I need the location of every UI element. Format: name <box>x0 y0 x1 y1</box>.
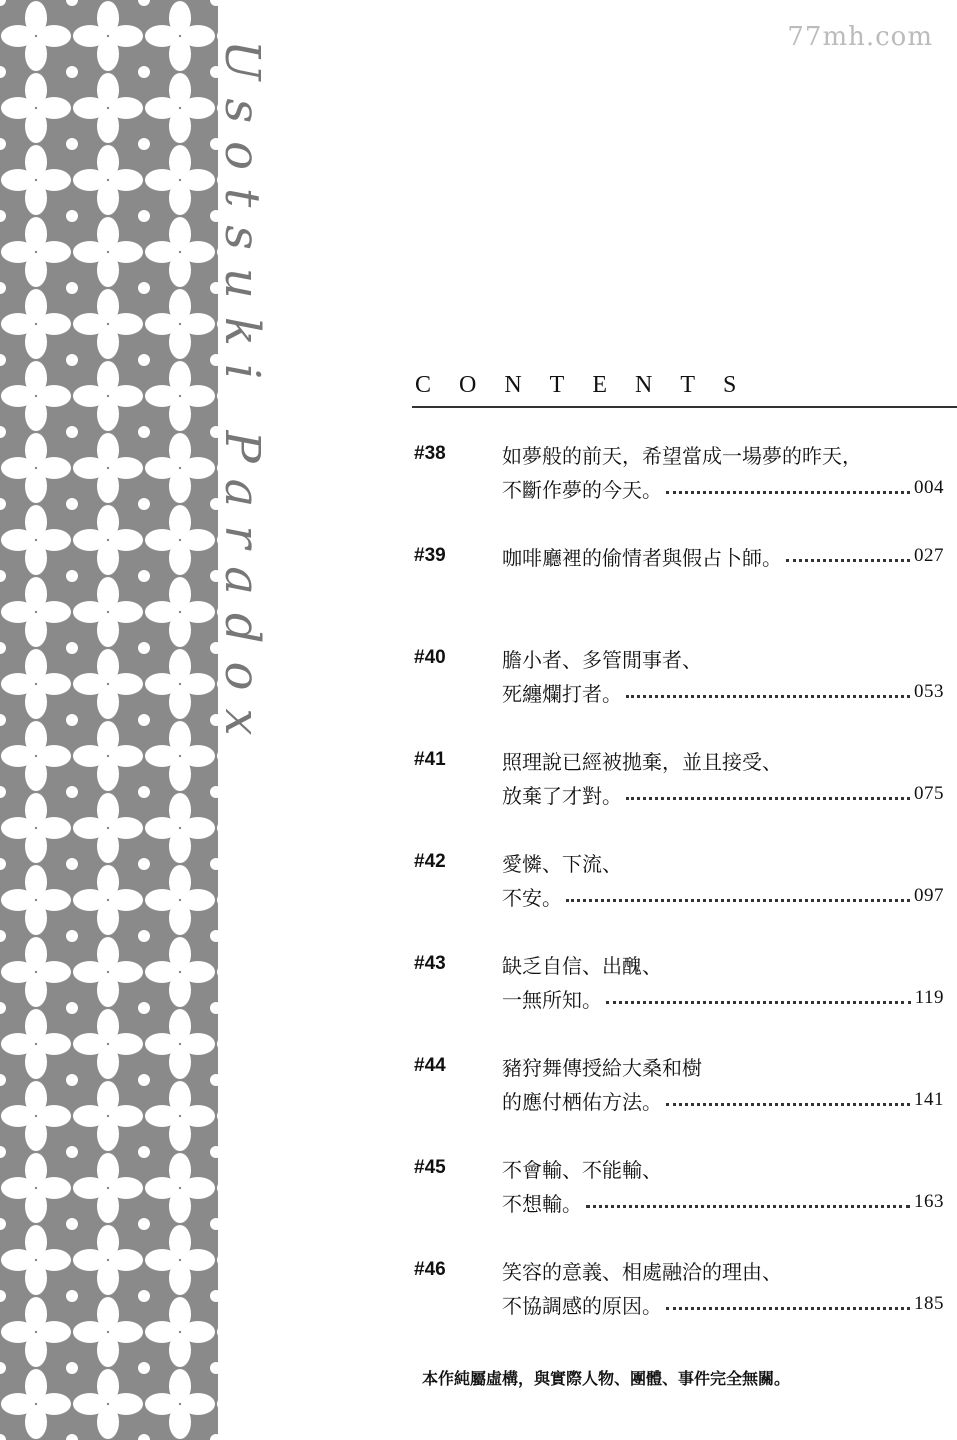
site-watermark: 77mh.com <box>787 22 933 52</box>
disclaimer-footnote: 本作純屬虛構，與實際人物、團體、事件完全無關。 <box>422 1369 791 1388</box>
toc-entry <box>414 851 944 953</box>
page-number: 163 <box>914 1191 944 1212</box>
chapter-title-line <box>502 643 944 673</box>
chapter-title-line <box>502 1255 944 1285</box>
dot-leader <box>666 491 910 494</box>
toc-entry <box>414 1055 944 1157</box>
chapter-title-line <box>502 745 944 775</box>
chapter-number: #44 <box>414 1055 446 1076</box>
page-number: 027 <box>914 545 944 566</box>
toc-entry <box>414 443 944 545</box>
chapter-title-line <box>502 1153 944 1183</box>
chapter-title-line <box>502 983 944 1013</box>
series-title-vertical <box>212 40 272 880</box>
page-number: 119 <box>914 987 944 1008</box>
chapter-title-text: 不會輸、不能輸、 <box>502 1157 662 1182</box>
toc-entry <box>414 1259 944 1361</box>
chapter-title-line <box>502 1187 944 1217</box>
dot-leader <box>566 899 910 902</box>
chapter-title-line <box>502 473 944 503</box>
contents-divider <box>412 406 957 408</box>
chapter-number: #43 <box>414 953 446 974</box>
chapter-number: #40 <box>414 647 446 668</box>
quatrefoil-pattern <box>0 0 218 1440</box>
chapter-title-line <box>502 439 944 469</box>
chapter-number: #42 <box>414 851 446 872</box>
chapter-title-text: 照理說已經被拋棄，並且接受、 <box>502 749 782 774</box>
chapter-title-line <box>502 949 944 979</box>
chapter-title-text: 不安。 <box>502 885 562 910</box>
page-number: 141 <box>914 1089 944 1110</box>
chapter-title-text: 不斷作夢的今天。 <box>502 477 662 502</box>
contents-heading: CONTENTS <box>415 372 765 398</box>
chapter-title-text: 缺乏自信、出醜、 <box>502 953 662 978</box>
dot-leader <box>606 1001 911 1004</box>
page-number: 004 <box>914 477 944 498</box>
chapter-title-text: 的應付栖佑方法。 <box>502 1089 662 1114</box>
chapter-title-text: 一無所知。 <box>502 987 602 1012</box>
page-number: 097 <box>914 885 944 906</box>
chapter-title-text: 膽小者、多管閒事者、 <box>502 647 702 672</box>
toc-entry <box>414 749 944 851</box>
chapter-title-line <box>502 1289 944 1319</box>
chapter-title-line <box>502 847 944 877</box>
series-title-text: Usotsuki Paradox <box>214 40 270 754</box>
chapter-title-text: 死纏爛打者。 <box>502 681 622 706</box>
chapter-number: #46 <box>414 1259 446 1280</box>
page-number: 185 <box>914 1293 944 1314</box>
table-of-contents <box>414 443 944 1361</box>
chapter-title-line <box>502 779 944 809</box>
chapter-title-text: 不想輸。 <box>502 1191 582 1216</box>
chapter-title-text: 笑容的意義、相處融洽的理由、 <box>502 1259 782 1284</box>
page-number: 053 <box>914 681 944 702</box>
chapter-title-line <box>502 677 944 707</box>
chapter-number: #39 <box>414 545 446 566</box>
chapter-number: #45 <box>414 1157 446 1178</box>
toc-entry <box>414 647 944 749</box>
chapter-number: #38 <box>414 443 446 464</box>
dot-leader <box>626 695 910 698</box>
dot-leader <box>586 1205 910 1208</box>
chapter-title-text: 不協調感的原因。 <box>502 1293 662 1318</box>
page-number: 075 <box>914 783 944 804</box>
chapter-title-line <box>502 1051 944 1081</box>
chapter-title-text: 放棄了才對。 <box>502 783 622 808</box>
chapter-title-line <box>502 1085 944 1115</box>
dot-leader <box>666 1307 910 1310</box>
chapter-title-text: 豬狩舞傳授給大桑和樹 <box>502 1055 702 1080</box>
toc-entry <box>414 545 944 647</box>
dot-leader <box>626 797 910 800</box>
chapter-number: #41 <box>414 749 446 770</box>
dot-leader <box>786 559 910 562</box>
chapter-title-text: 愛憐、下流、 <box>502 851 622 876</box>
toc-entry <box>414 953 944 1055</box>
decorative-pattern-strip <box>0 0 218 1440</box>
chapter-title-line <box>502 881 944 911</box>
chapter-title-text: 如夢般的前天，希望當成一場夢的昨天， <box>502 443 862 468</box>
chapter-title-line <box>502 541 944 571</box>
dot-leader <box>666 1103 910 1106</box>
toc-entry <box>414 1157 944 1259</box>
chapter-title-text: 咖啡廳裡的偷情者與假占卜師。 <box>502 545 782 570</box>
